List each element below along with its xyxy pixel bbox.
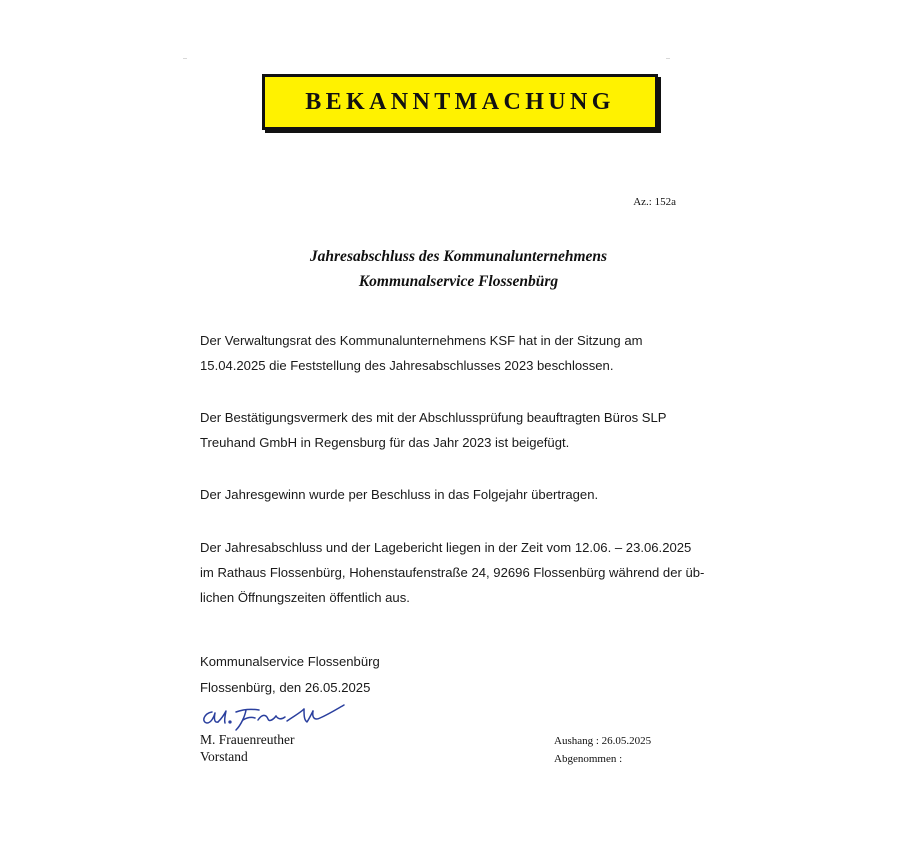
signatory-role: Vorstand — [200, 749, 248, 764]
paragraph-line: Der Bestätigungsvermerk des mit der Abschlussprüfung beauftragten Büros SLP — [200, 410, 667, 425]
paragraph-resolution — [200, 328, 720, 378]
scan-artifact — [666, 58, 670, 59]
paragraph-line: lichen Öffnungszeiten öffentlich aus. — [200, 590, 410, 605]
title-line-1: Jahresabschluss des Kommunalunternehmens — [309, 248, 608, 265]
paragraph-profit — [200, 482, 720, 507]
title-line-2: Kommunalservice Flossenbürg — [358, 273, 559, 290]
reference-number: Az.: 152a — [633, 196, 676, 208]
paragraph-line: Der Verwaltungsrat des Kommunalunternehmens KSF hat in der Sitzung am — [200, 333, 643, 348]
paragraph-line: 15.04.2025 die Feststellung des Jahresabschlusses 2023 beschlossen. — [200, 358, 614, 373]
paragraph-line: im Rathaus Flossenbürg, Hohenstaufenstraße 24, 92696 Flossenbürg während der üb- — [200, 565, 705, 580]
paragraph-line: Der Jahresgewinn wurde per Beschluss in das Folgejahr übertragen. — [200, 487, 599, 502]
scan-artifact — [183, 58, 187, 59]
signatory-name: M. Frauenreuther — [200, 732, 295, 747]
paragraph-line: Der Jahresabschluss und der Lagebericht liegen in der Zeit vom 12.06. – 23.06.2025 — [200, 540, 692, 555]
paragraph-line: Treuhand GmbH in Regensburg für das Jahr 2023 ist beigefügt. — [200, 435, 570, 450]
announcement-banner — [262, 74, 658, 130]
paragraph-audit — [200, 405, 720, 455]
banner-title: BEKANNTMACHUNG — [305, 88, 615, 115]
document-title — [200, 244, 717, 294]
posted-date: Aushang : 26.05.2025 — [554, 735, 652, 747]
signatory — [200, 731, 294, 765]
removed-date: Abgenommen : — [554, 753, 623, 765]
closing-place-date: Flossenbürg, den 26.05.2025 — [200, 680, 371, 695]
posting-notice — [554, 732, 651, 768]
paragraph-inspection — [200, 535, 720, 610]
closing-organization: Kommunalservice Flossenbürg — [200, 654, 380, 669]
handwritten-signature — [196, 698, 348, 732]
